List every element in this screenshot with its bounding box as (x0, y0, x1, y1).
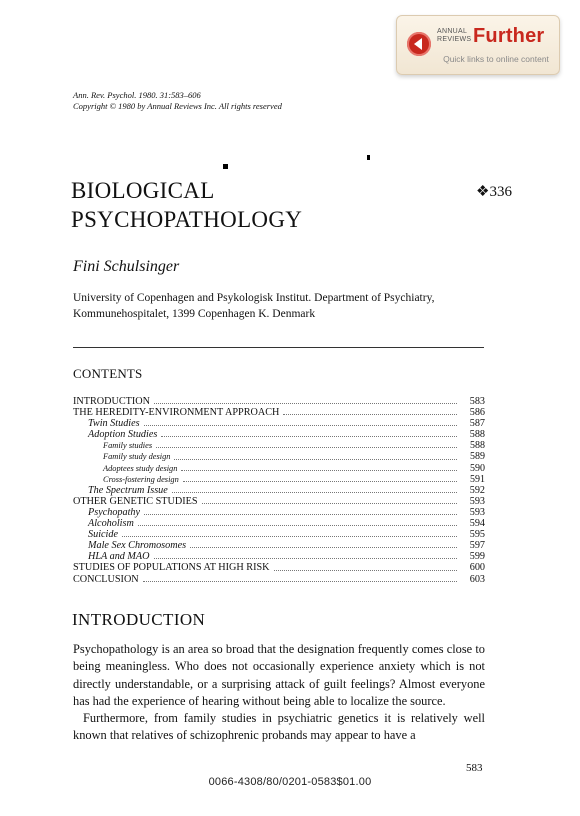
toc-leader-dots (138, 524, 457, 526)
annual-reviews-label: ANNUAL REVIEWS (437, 28, 472, 43)
toc-entry-page: 589 (470, 451, 485, 463)
further-label: Further (473, 25, 545, 47)
toc-entry-page: 590 (470, 462, 485, 474)
toc-leader-dots (174, 458, 457, 460)
toc-entry (73, 518, 485, 529)
article-title (71, 176, 302, 234)
toc-entry-page: 583 (469, 396, 485, 407)
journal-citation (73, 90, 282, 112)
quick-links-label[interactable]: Quick links to online content (443, 54, 549, 64)
left-arrow-icon (407, 32, 431, 56)
toc-entry (73, 474, 485, 485)
introduction-heading: INTRODUCTION (72, 610, 206, 629)
toc-entry (73, 562, 485, 573)
author-name: Fini Schulsinger (73, 258, 180, 275)
toc-entry-label: Male Sex Chromosomes (88, 540, 187, 552)
divider-rule (73, 347, 484, 348)
toc-entry-label: OTHER GENETIC STUDIES (73, 495, 198, 507)
citation-line-1: Ann. Rev. Psychol. 1980. 31:583–606 (73, 90, 201, 100)
toc-leader-dots (144, 424, 457, 426)
toc-leader-dots (172, 491, 457, 493)
toc-entry-label: The Spectrum Issue (88, 484, 168, 496)
toc-entry (73, 496, 485, 507)
toc-entry (73, 507, 485, 518)
introduction-body (73, 641, 485, 745)
toc-entry-page: 599 (469, 551, 485, 563)
toc-leader-dots (202, 502, 457, 504)
page-number: 583 (466, 762, 483, 774)
reference-mark: ❖336 (476, 184, 512, 200)
citation-line-2: Copyright © 1980 by Annual Reviews Inc. All rights reserved (73, 101, 282, 111)
toc-leader-dots (144, 513, 457, 515)
toc-leader-dots (183, 480, 457, 482)
toc-entry (73, 418, 485, 429)
toc-entry-page: 600 (469, 562, 485, 574)
author-affiliation: University of Copenhagen and Psykologisk Institut. Department of Psychiatry, Kommunehospitalet, 1399 Copenhagen K. Denmark (73, 292, 435, 320)
toc-entry-label: INTRODUCTION (73, 396, 150, 407)
annual-reviews-further-badge[interactable] (396, 15, 560, 75)
toc-leader-dots (161, 435, 457, 437)
toc-entry-page: 595 (469, 529, 485, 541)
toc-entry-page: 587 (469, 418, 485, 430)
toc-entry-label: STUDIES OF POPULATIONS AT HIGH RISK (73, 562, 270, 574)
toc-entry (73, 540, 485, 551)
toc-entry-label: THE HEREDITY-ENVIRONMENT APPROACH (73, 407, 280, 419)
toc-entry-page: 594 (469, 518, 485, 530)
toc-entry-label: Psychopathy (88, 506, 141, 518)
toc-entry-page: 586 (469, 407, 485, 419)
toc-entry-label: Adoption Studies (88, 429, 158, 441)
toc-entry (73, 429, 485, 440)
toc-leader-dots (283, 413, 457, 415)
toc-entry-label: Alcoholism (88, 518, 134, 530)
table-of-contents (73, 396, 485, 585)
toc-entry-page: 593 (469, 495, 485, 507)
toc-leader-dots (143, 580, 457, 582)
toc-entry (73, 485, 485, 496)
toc-entry (73, 463, 485, 474)
toc-entry-page: 588 (470, 440, 485, 452)
toc-leader-dots (190, 546, 457, 548)
toc-entry (73, 451, 485, 462)
toc-entry-page: 597 (469, 540, 485, 552)
toc-entry-label: Twin Studies (88, 418, 140, 430)
toc-entry-page: 593 (469, 506, 485, 518)
toc-entry-label: CONCLUSION (73, 573, 139, 585)
toc-leader-dots (156, 446, 457, 448)
toc-leader-dots (122, 535, 457, 537)
toc-entry-label: Suicide (88, 529, 118, 541)
toc-leader-dots (181, 469, 457, 471)
toc-entry-page: 592 (469, 484, 485, 496)
toc-leader-dots (154, 557, 457, 559)
contents-heading: CONTENTS (73, 366, 143, 381)
title-line-2: PSYCHOPATHOLOGY (71, 207, 303, 232)
scan-mark-left (223, 164, 228, 169)
toc-entry (73, 440, 485, 451)
toc-entry-label: Cross-fostering design (103, 474, 179, 484)
footer-code: 0066-4308/80/0201-0583$01.00 (208, 776, 372, 788)
toc-entry (73, 574, 485, 585)
toc-entry (73, 529, 485, 540)
toc-entry-label: Family studies (103, 441, 153, 451)
toc-leader-dots (154, 402, 457, 404)
introduction-paragraph-1: Psychopathology is an area so broad that the designation frequently comes close to being meaningless. Who does not occasionally experience anxiety which is not directly understandable, or a surprising attack of guilt feelings? Almost everyone has had the experience of hearing without being able to localize the source. (73, 642, 485, 708)
toc-entry-page: 588 (469, 429, 485, 441)
toc-entry-page: 603 (469, 573, 485, 585)
toc-entry-page: 591 (470, 473, 485, 485)
toc-entry (73, 407, 485, 418)
toc-entry-label: Family study design (103, 452, 171, 462)
toc-leader-dots (274, 569, 457, 571)
toc-entry-label: Adoptees study design (103, 463, 178, 473)
toc-entry-label: HLA and MAO (88, 551, 150, 563)
introduction-paragraph-2: Furthermore, from family studies in psychiatric genetics it is relatively well known that relatives of schizophrenic probands may appear to have a (73, 711, 485, 743)
scan-mark-right (367, 155, 370, 160)
toc-entry (73, 551, 485, 562)
toc-entry (73, 396, 485, 407)
title-line-1: BIOLOGICAL (71, 178, 215, 203)
